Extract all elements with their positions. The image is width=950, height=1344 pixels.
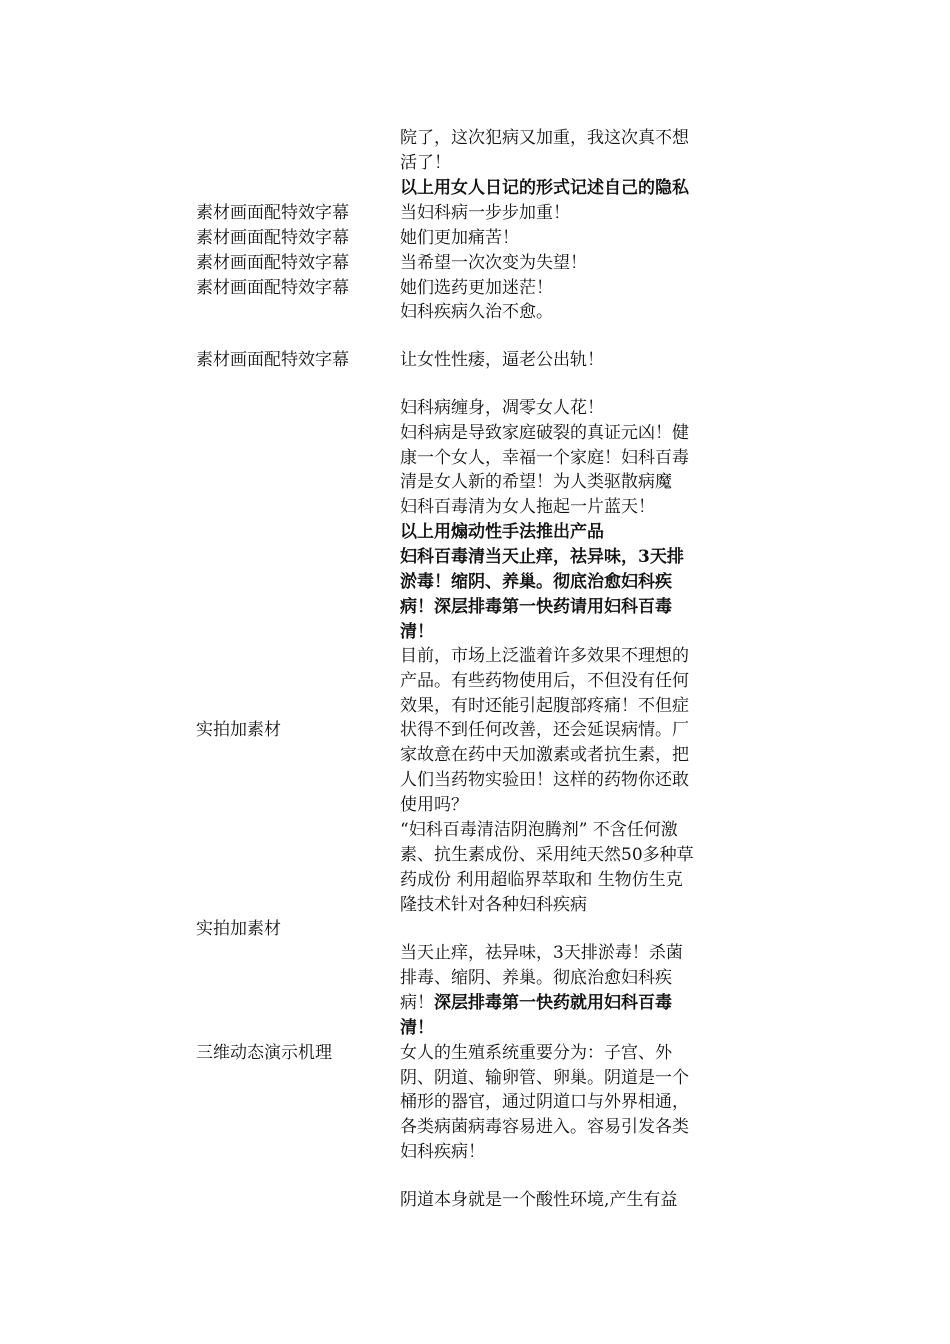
script-line: 当天止痒，祛异味，3天排淤毒！杀菌: [400, 943, 683, 963]
script-line: 妇科疾病久治不愈。: [400, 302, 553, 322]
left-cue: 素材画面配特效字幕: [196, 203, 349, 223]
script-line: 阴、阴道、输卵管、卵巢。阴道是一个: [400, 1068, 689, 1088]
script-line: 康一个女人，幸福一个家庭！妇科百毒: [400, 448, 689, 468]
script-line: 状得不到任何改善，还会延误病情。厂: [400, 720, 689, 740]
script-line: 当妇科病一步步加重！: [400, 203, 570, 223]
script-line: 妇科疾病！: [400, 1142, 485, 1162]
script-line: 妇科病缠身，凋零女人花！: [400, 398, 604, 418]
script-line: 人们当药物实验田！这样的药物你还敢: [400, 770, 689, 790]
left-cue: 三维动态演示机理: [196, 1043, 332, 1063]
script-line: 药成份 利用超临界萃取和 生物仿生克: [400, 870, 683, 890]
script-line-bold: 以上用煽动性手法推出产品: [400, 522, 604, 542]
script-line-bold: 以上用女人日记的形式记述自己的隐私: [400, 178, 689, 198]
script-line: 桶形的器官，通过阴道口与外界相通，: [400, 1092, 689, 1112]
script-line: 目前，市场上泛滥着许多效果不理想的: [400, 646, 689, 666]
script-line: 她们更加痛苦！: [400, 228, 519, 248]
script-line: 使用吗？: [400, 795, 468, 815]
script-line: 当希望一次次变为失望！: [400, 253, 587, 273]
left-cue: 素材画面配特效字幕: [196, 278, 349, 298]
script-line: 女人的生殖系统重要分为：子宫、外: [400, 1043, 672, 1063]
script-line: 妇科百毒清为女人拖起一片蓝天！: [400, 497, 655, 517]
script-fragment-bold: 深层排毒第一快药就用妇科百毒: [434, 993, 672, 1013]
left-cue: 素材画面配特效字幕: [196, 350, 349, 370]
script-line: “妇科百毒清洁阴泡腾剂” 不含任何激: [400, 820, 678, 840]
script-line-bold: 淤毒！缩阴、养巢。彻底治愈妇科疾: [400, 572, 672, 592]
script-line: 活了！: [400, 153, 451, 173]
left-cue: 素材画面配特效字幕: [196, 253, 349, 273]
left-cue: 实拍加素材: [196, 919, 281, 939]
script-line: 各类病菌病毒容易进入。容易引发各类: [400, 1117, 689, 1137]
script-line: 让女性性痿，逼老公出轨！: [400, 350, 604, 370]
script-line: 妇科病是导致家庭破裂的真证元凶！健: [400, 423, 689, 443]
script-line: 清是女人新的希望！为人类驱散病魔: [400, 472, 672, 492]
script-line: 院了，这次犯病又加重，我这次真不想: [400, 128, 689, 148]
script-line: 产品。有些药物使用后，不但没有任何: [400, 671, 689, 691]
left-cue: 实拍加素材: [196, 720, 281, 740]
script-line: 排毒、缩阴、养巢。彻底治愈妇科疾: [400, 968, 672, 988]
script-line: 她们选药更加迷茫！: [400, 278, 553, 298]
script-line: 阴道本身就是一个酸性环境,产生有益: [400, 1190, 678, 1210]
script-line: 效果，有时还能引起腹部疼痛！不但症: [400, 696, 689, 716]
script-line: 隆技术针对各种妇科疾病: [400, 895, 587, 915]
script-line-bold: 清！: [400, 622, 434, 642]
script-line-bold: 清！: [400, 1018, 434, 1038]
left-cue: 素材画面配特效字幕: [196, 228, 349, 248]
script-line: [400, 991, 730, 1015]
script-line: 素、抗生素成份、采用纯天然50多种草: [400, 845, 694, 865]
script-line-bold: 病！深层排毒第一快药请用妇科百毒: [400, 597, 672, 617]
script-line-bold: 妇科百毒清当天止痒，祛异味，3天排: [400, 547, 684, 567]
script-fragment: 病！: [400, 993, 434, 1013]
script-line: 家故意在药中天加激素或者抗生素，把: [400, 745, 689, 765]
